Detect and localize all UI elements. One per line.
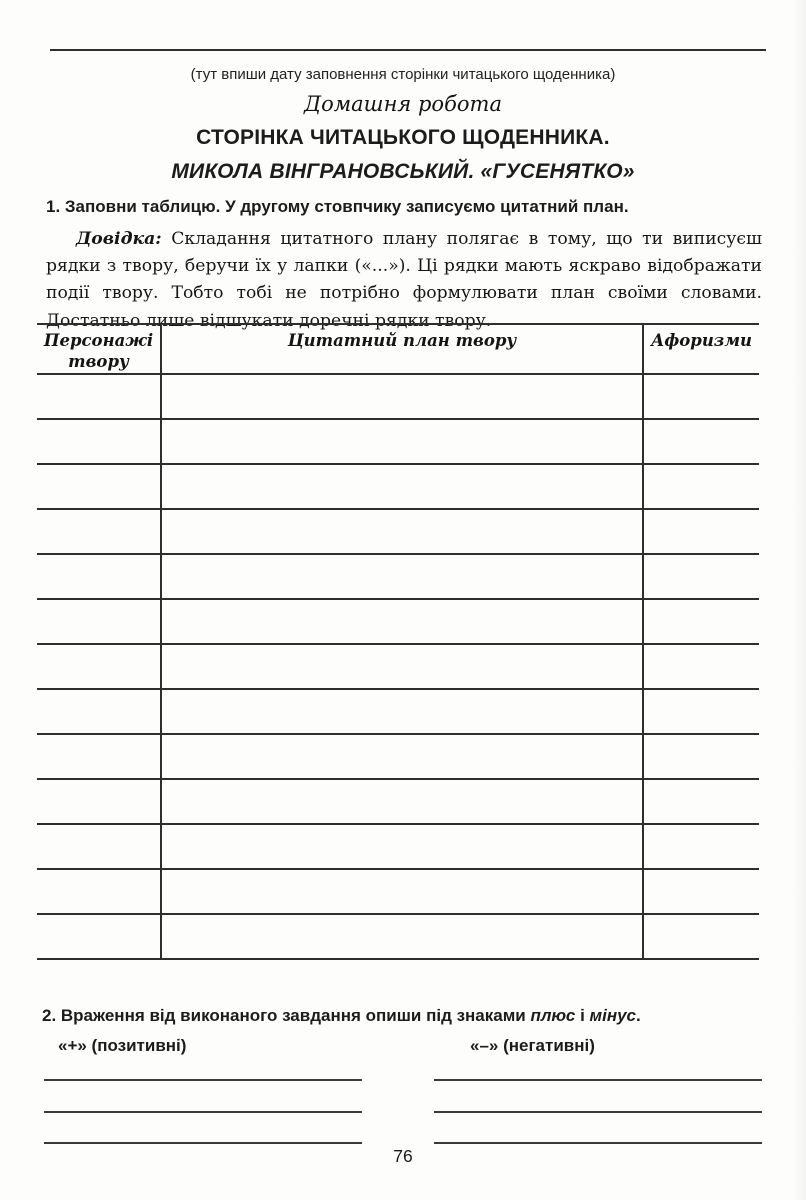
negative-writing-line <box>434 1111 762 1113</box>
date-caption: (тут впиши дату заповнення сторінки читацького щоденника) <box>190 66 616 83</box>
table-cell <box>643 419 759 464</box>
task1-heading: 1. Заповни таблицю. У другому стовпчику записуємо цитатний план. <box>46 197 629 216</box>
table-cell <box>37 599 161 644</box>
table-cell <box>161 779 643 824</box>
table-header-row <box>37 324 759 374</box>
table-cell <box>161 734 643 779</box>
positive-writing-line <box>44 1079 362 1081</box>
table-row <box>37 869 759 914</box>
note-text: Складання цитатного плану полягає в тому, що ти виписуєш рядки з твору, беручи їх у лапки («...»). Ці рядки мають яскраво відображати події твору. Тобто тобі не потрібно формулювати план своїми словами. Достатньо лише відшукати доречні рядки твору. <box>46 229 762 331</box>
table-cell <box>37 824 161 869</box>
table-row <box>37 419 759 464</box>
table-row <box>37 914 759 959</box>
book-title: МИКОЛА ВІНГРАНОВСЬКИЙ. «ГУСЕНЯТКО» <box>171 160 635 183</box>
table-cell <box>161 599 643 644</box>
column-header-quote-plan: Цитатний план твору <box>161 324 643 374</box>
task2-heading-period: . <box>636 1006 641 1025</box>
table-cell <box>161 824 643 869</box>
task2-plus-word: плюс <box>530 1006 576 1025</box>
table-cell <box>643 644 759 689</box>
table-cell <box>643 914 759 959</box>
table-cell <box>37 464 161 509</box>
table-cell <box>37 509 161 554</box>
table-cell <box>161 869 643 914</box>
table-row <box>37 779 759 824</box>
note-label: Довідка: <box>76 229 162 249</box>
homework-subtitle: Домашня робота <box>304 92 502 116</box>
table-cell <box>37 554 161 599</box>
table-cell <box>643 599 759 644</box>
table-cell <box>161 419 643 464</box>
table-cell <box>37 914 161 959</box>
positive-writing-line <box>44 1111 362 1113</box>
table-row <box>37 689 759 734</box>
table-row <box>37 554 759 599</box>
table-cell <box>37 734 161 779</box>
table-cell <box>161 554 643 599</box>
table-row <box>37 644 759 689</box>
table-cell <box>37 689 161 734</box>
table-cell <box>37 419 161 464</box>
table-row <box>37 509 759 554</box>
table-cell <box>643 734 759 779</box>
task2-minus-word: мінус <box>589 1006 637 1025</box>
positive-writing-line <box>44 1142 362 1144</box>
table-cell <box>161 914 643 959</box>
table-row <box>37 599 759 644</box>
table-cell <box>643 374 759 419</box>
negative-writing-line <box>434 1079 762 1081</box>
table-cell <box>643 824 759 869</box>
diary-table-body <box>37 374 759 959</box>
column-header-aphorisms: Афоризми <box>643 324 759 374</box>
table-cell <box>643 689 759 734</box>
task2-heading <box>42 1006 766 1026</box>
table-cell <box>643 779 759 824</box>
table-cell <box>161 374 643 419</box>
table-row <box>37 464 759 509</box>
table-row <box>37 824 759 869</box>
table-cell <box>161 464 643 509</box>
table-cell <box>161 644 643 689</box>
table-row <box>37 734 759 779</box>
table-cell <box>643 464 759 509</box>
date-fill-in-line <box>50 49 766 51</box>
reading-diary-table <box>37 323 759 960</box>
negative-column-label: «–» (негативні) <box>470 1036 595 1055</box>
table-cell <box>643 869 759 914</box>
column-header-characters: Персонажі твору <box>37 324 161 374</box>
task2-heading-text: 2. Враження від виконаного завдання опиши під знаками <box>42 1006 531 1025</box>
table-cell <box>37 644 161 689</box>
table-row <box>37 374 759 419</box>
page-number: 76 <box>393 1146 413 1166</box>
page-title: СТОРІНКА ЧИТАЦЬКОГО ЩОДЕННИКА. <box>196 126 610 149</box>
table-cell <box>643 509 759 554</box>
table-cell <box>37 869 161 914</box>
table-cell <box>643 554 759 599</box>
task2-conjunction: і <box>575 1006 590 1025</box>
table-cell <box>37 779 161 824</box>
table-cell <box>161 689 643 734</box>
negative-writing-line <box>434 1142 762 1144</box>
table-cell <box>161 509 643 554</box>
table-cell <box>37 374 161 419</box>
task1-note <box>46 226 762 335</box>
positive-column-label: «+» (позитивні) <box>58 1036 187 1055</box>
